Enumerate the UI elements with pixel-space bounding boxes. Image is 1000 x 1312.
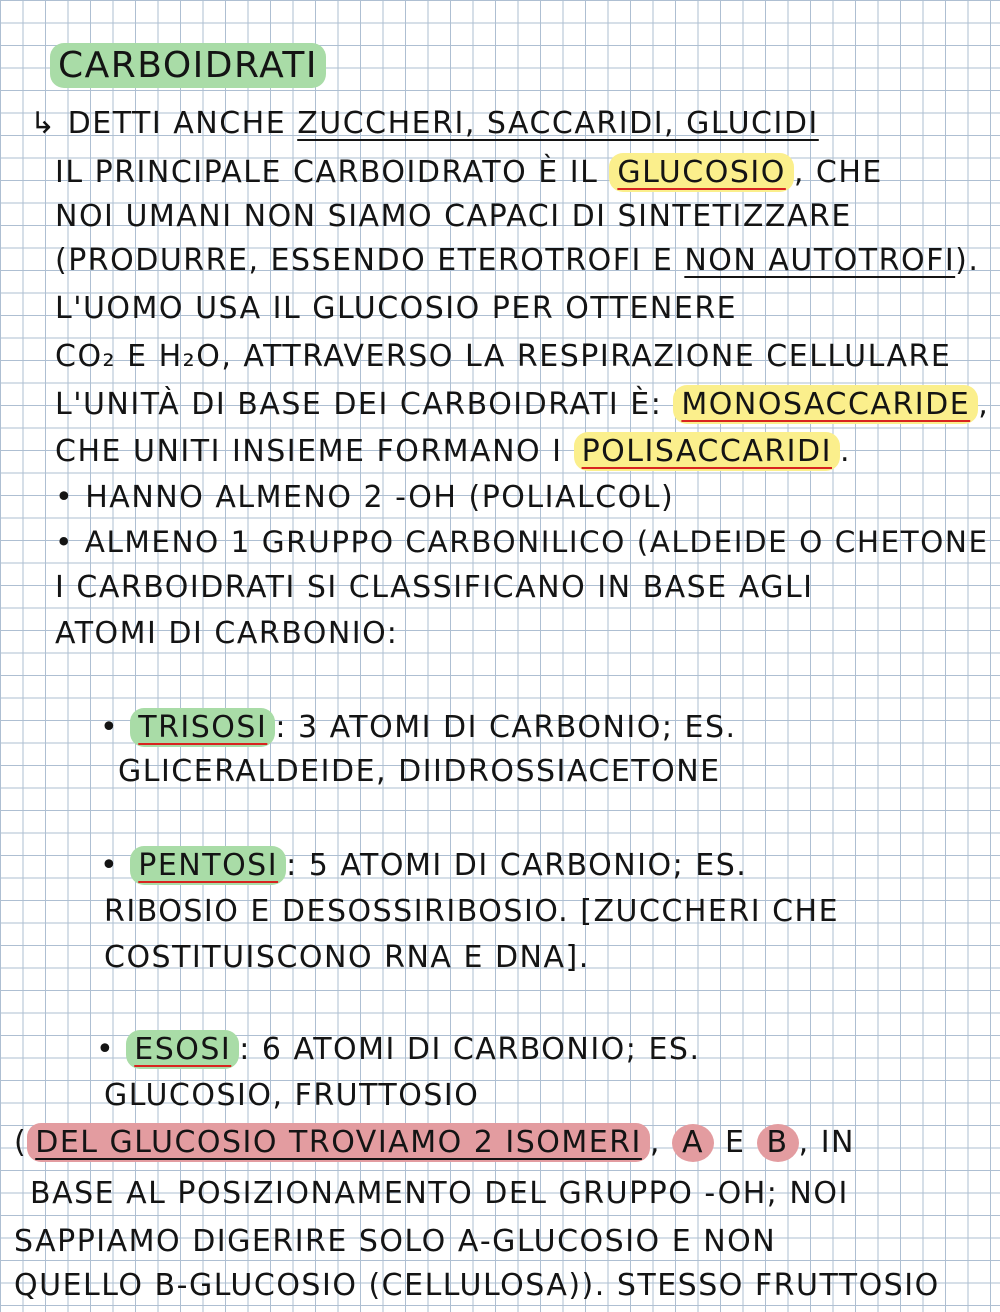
pentosi-desc: : 5 ATOMI DI CARBONIO; ES. (286, 848, 748, 883)
esosi-desc: : 6 ATOMI DI CARBONIO; ES. (239, 1032, 701, 1067)
separator: , (649, 1125, 672, 1160)
bullet: • (100, 848, 120, 883)
units-line-1-suffix: , (978, 387, 990, 422)
isomers-line-4: QUELLO Β-GLUCOSIO (CELLULOSA)). STESSO FRUTTOSIO (14, 1268, 940, 1303)
isomers-line-1 (14, 1123, 855, 1163)
aka-underlined: ZUCCHERI, SACCARIDI, GLUCIDI (297, 106, 819, 141)
classification-line-1: I CARBOIDRATI SI CLASSIFICANO IN BASE AGLI (55, 570, 814, 605)
isomers-line-1-suffix: , IN (798, 1125, 855, 1160)
title-highlight: CARBOIDRATI (50, 43, 326, 88)
triosi-label: TRISOSI (130, 708, 275, 747)
triosi-examples: GLICERALDEIDE, DIIDROSSIACETONE (118, 754, 721, 789)
isomers-line-3: SAPPIAMO DIGERIRE SOLO Α-GLUCOSIO E NON (14, 1224, 777, 1259)
beta-circle: Β (757, 1124, 799, 1162)
units-line-1-prefix: L'UNITÀ DI BASE DEI CARBOIDRATI È: (55, 387, 674, 422)
pentosi-label: PENTOSI (130, 846, 286, 885)
glucose-line-1-prefix: IL PRINCIPALE CARBOIDRATO È IL (55, 155, 610, 190)
glucose-line-3-prefix: (PRODURRE, ESSENDO ETEROTROFI E (55, 243, 685, 278)
glucose-line-3-suffix: ). (955, 243, 980, 278)
open-paren: ( (14, 1125, 28, 1160)
feature-carbonyl: • ALMENO 1 GRUPPO CARBONILICO (ALDEIDE O CHETONE (55, 525, 989, 559)
isomers-highlight: DEL GLUCOSIO TROVIAMO 2 ISOMERI (27, 1123, 650, 1162)
alpha-circle: Α (672, 1124, 714, 1162)
classification-line-2: ATOMI DI CARBONIO: (55, 616, 399, 651)
esosi-examples: GLUCOSIO, FRUTTOSIO (104, 1078, 480, 1113)
units-line-2 (55, 432, 851, 472)
polisaccaridi-highlight: POLISACCARIDI (574, 432, 840, 471)
triosi-desc: : 3 ATOMI DI CARBONIO; ES. (275, 710, 737, 745)
triosi-line (100, 708, 737, 748)
glucose-line-1-suffix: , CHE (793, 155, 883, 190)
units-line-2-suffix: . (839, 434, 852, 469)
bullet: • (96, 1032, 116, 1067)
intro-prefix: ↳ DETTI ANCHE (30, 106, 298, 141)
glucose-line-2: NOI UMANI NON SIAMO CAPACI DI SINTETIZZARE (55, 199, 852, 234)
glucose-highlight: GLUCOSIO (609, 153, 794, 192)
units-line-2-prefix: CHE UNITI INSIEME FORMANO I (55, 434, 574, 469)
pentosi-line (100, 846, 747, 886)
esosi-line (96, 1030, 700, 1070)
pentosi-examples: RIBOSIO E DESOSSIRIBOSIO. [ZUCCHERI CHE (104, 894, 840, 929)
glucose-line-4: L'UOMO USA IL GLUCOSIO PER OTTENERE (55, 291, 738, 326)
non-autotrofi-underlined: NON AUTOTROFI (684, 243, 956, 278)
monosaccaride-highlight: MONOSACCARIDE (673, 385, 978, 424)
glucose-line-1 (55, 153, 883, 193)
glucose-line-3 (55, 241, 979, 281)
bullet: • (100, 710, 120, 745)
units-line-1 (55, 385, 989, 425)
pentosi-examples-2: COSTITUISCONO RNA E DNA]. (104, 940, 590, 975)
glucose-line-5: CO₂ E H₂O, ATTRAVERSO LA RESPIRAZIONE CELLULARE (55, 339, 952, 374)
conjunction: E (714, 1125, 757, 1160)
isomers-line-2: BASE AL POSIZIONAMENTO DEL GRUPPO -OH; NOI (30, 1176, 849, 1211)
feature-hydroxyl: • HANNO ALMENO 2 -OH (POLIALCOL) (55, 480, 675, 515)
page-title (50, 46, 326, 86)
esosi-label: ESOSI (126, 1030, 239, 1069)
intro-line (30, 104, 819, 144)
